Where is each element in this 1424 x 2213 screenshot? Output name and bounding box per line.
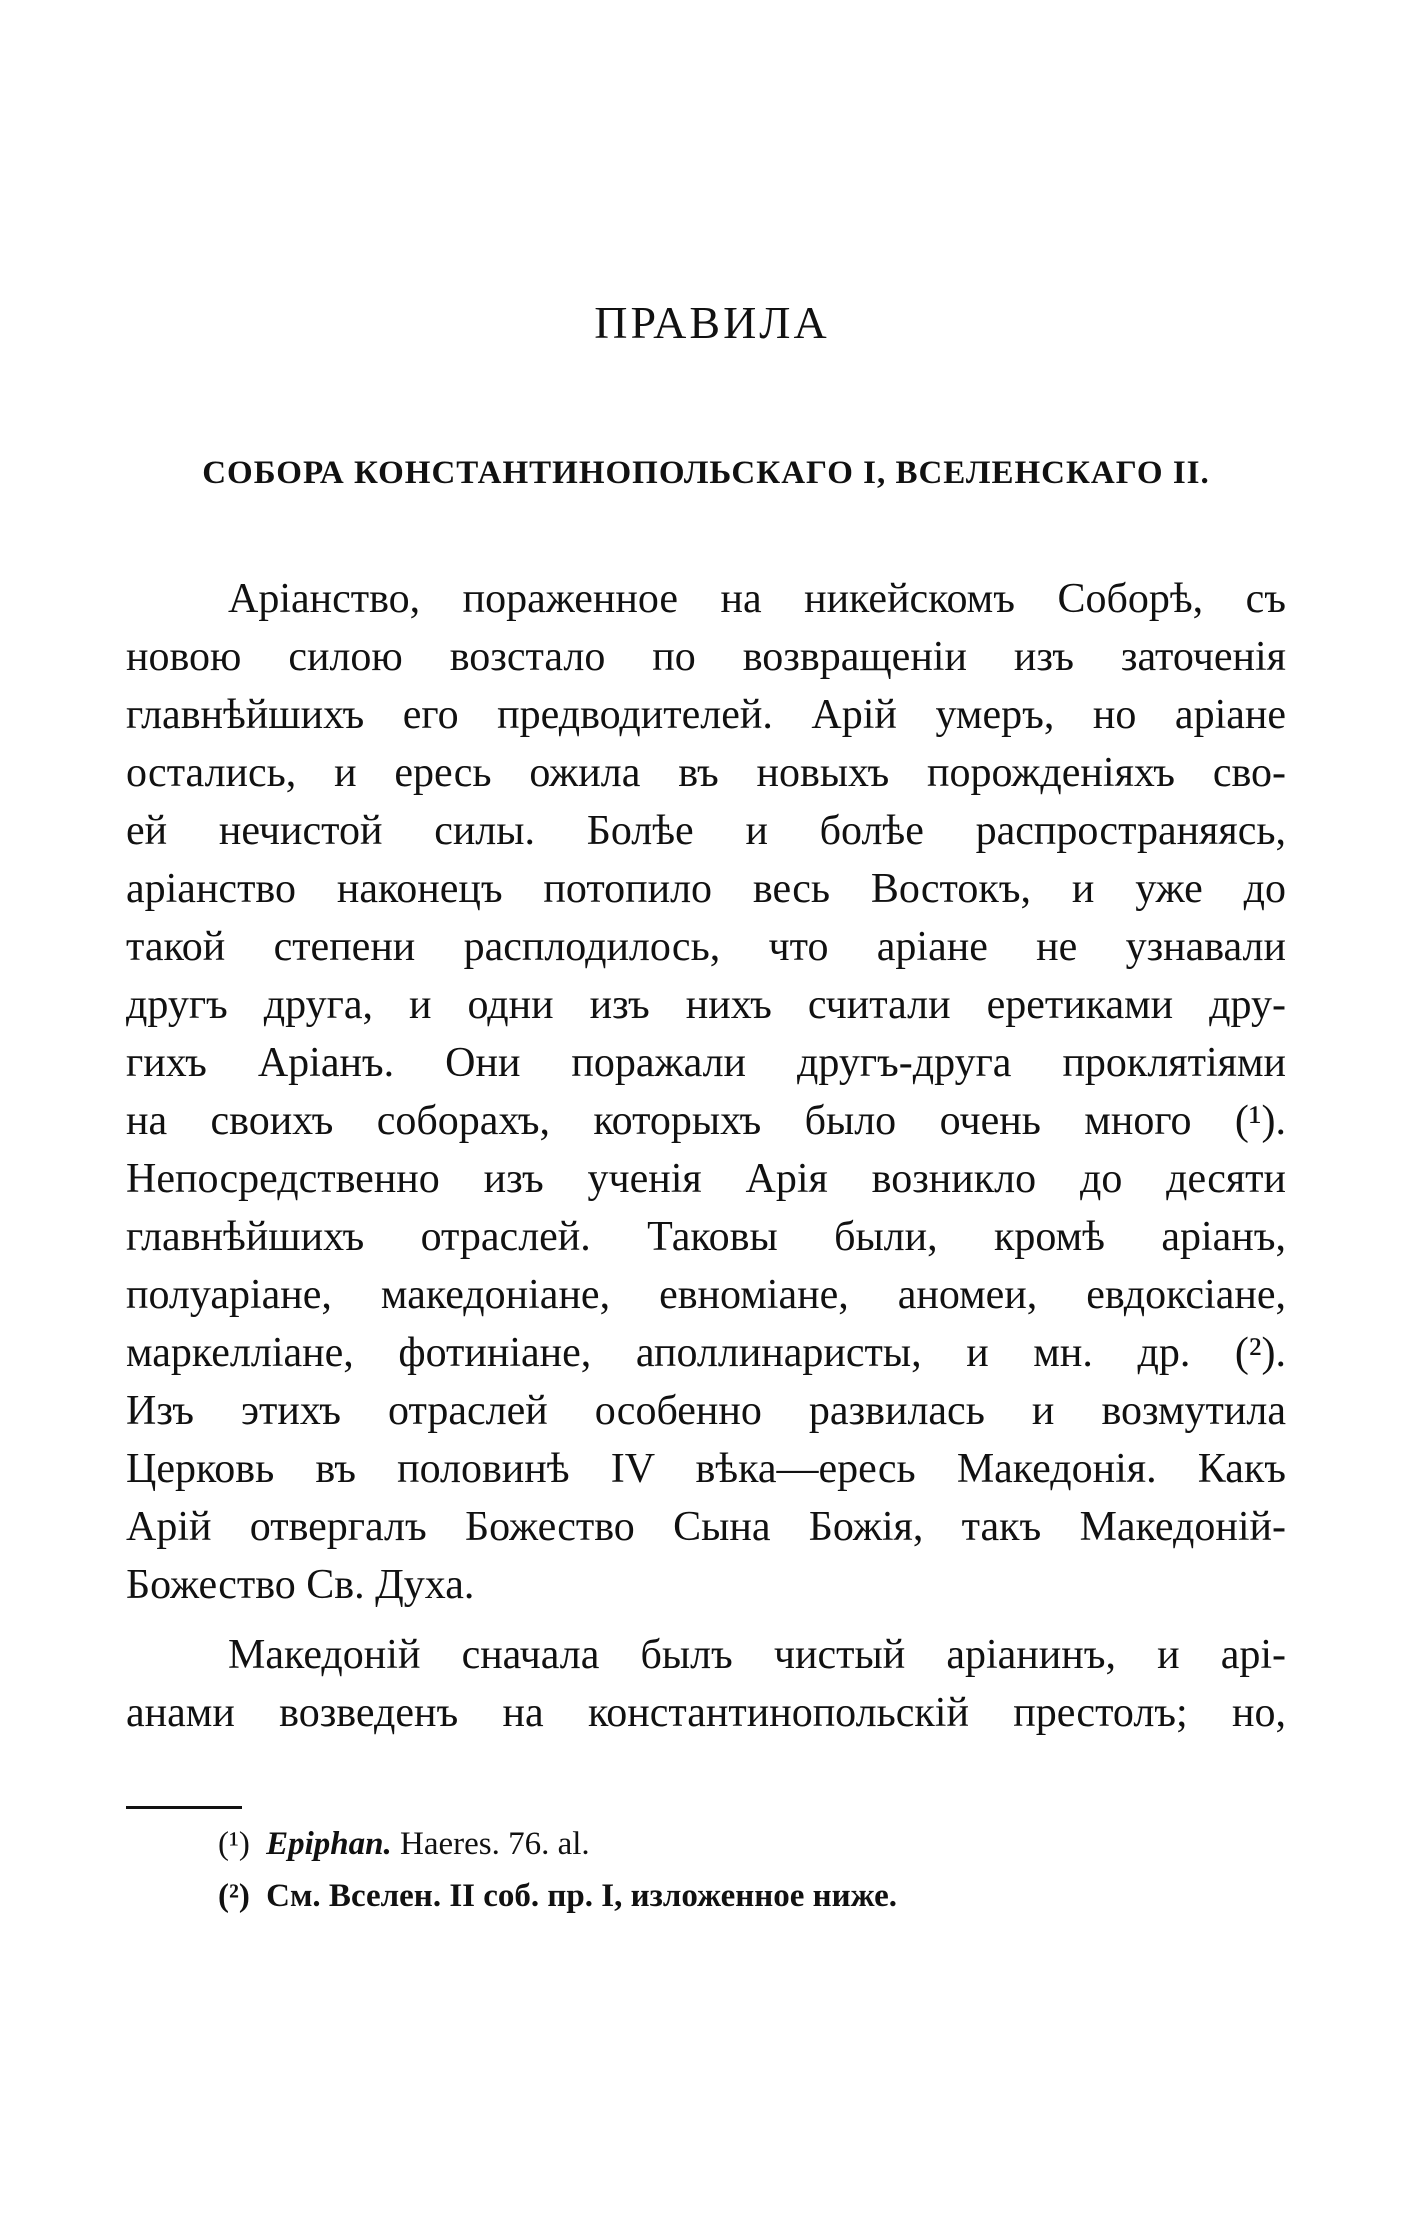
text-line: главнѣйшихъ его предводителей. Арій умеръ, но аріане [126,692,1286,738]
text-line: Арій отвергалъ Божество Сына Божія, такъ Македоній- [126,1504,1286,1550]
footnotes [218,1818,1258,1922]
paragraph-2 [126,1626,1286,1742]
text-line: новою силою возстало по возвращеніи изъ заточенія [126,634,1286,680]
footnote-divider [126,1806,242,1809]
main-text [126,570,1286,1742]
text-line: на своихъ соборахъ, которыхъ было очень много (¹). [126,1098,1286,1144]
page-subtitle: СОБОРА КОНСТАНТИНОПОЛЬСКАГО І, ВСЕЛЕНСКАГО ІІ. [202,455,1210,491]
text-line: Аріанство, пораженное на никейскомъ Соборѣ, съ [228,576,1286,622]
text-line: аріанство наконецъ потопило весь Востокъ, и уже до [126,866,1286,912]
footnote-1 [218,1818,1258,1870]
page-title: ПРАВИЛА [594,297,830,348]
text-line: Непосредственно изъ ученія Арія возникло до десяти [126,1156,1286,1202]
text-line: гихъ Аріанъ. Они поражали другъ-друга проклятіями [126,1040,1286,1086]
footnote-source: Epiphan. [266,1826,392,1862]
text-line: главнѣйшихъ отраслей. Таковы были, кромѣ аріанъ, [126,1214,1286,1260]
paragraph-1 [126,570,1286,1614]
text-line: другъ друга, и одни изъ нихъ считали еретиками дру- [126,982,1286,1028]
footnote-text: См. Вселен. II соб. пр. I, изложенное ниже. [266,1878,898,1914]
text-line: ей нечистой силы. Болѣе и болѣе распространяясь, [126,808,1286,854]
text-line: Божество Св. Духа. [126,1562,475,1608]
footnote-marker: (¹) [218,1826,250,1862]
text-line: Македоній сначала былъ чистый аріанинъ, и арі- [228,1632,1286,1678]
footnote-text: Haeres. 76. al. [400,1826,590,1862]
text-line: маркелліане, фотиніане, аполлинаристы, и мн. др. (²). [126,1330,1286,1376]
footnote-2 [218,1870,1258,1922]
text-line: остались, и ересь ожила въ новыхъ порожденіяхъ сво- [126,750,1286,796]
text-line: анами возведенъ на константинопольскій престолъ; но, [126,1690,1286,1736]
footnote-marker: (²) [218,1878,250,1914]
text-line: Изъ этихъ отраслей особенно развилась и возмутила [126,1388,1286,1434]
text-line: Церковь въ половинѣ IV вѣка—ересь Македонія. Какъ [126,1446,1286,1492]
text-line: такой степени расплодилось, что аріане не узнавали [126,924,1286,970]
text-line: полуаріане, македоніане, евноміане, аномеи, евдоксіане, [126,1272,1286,1318]
